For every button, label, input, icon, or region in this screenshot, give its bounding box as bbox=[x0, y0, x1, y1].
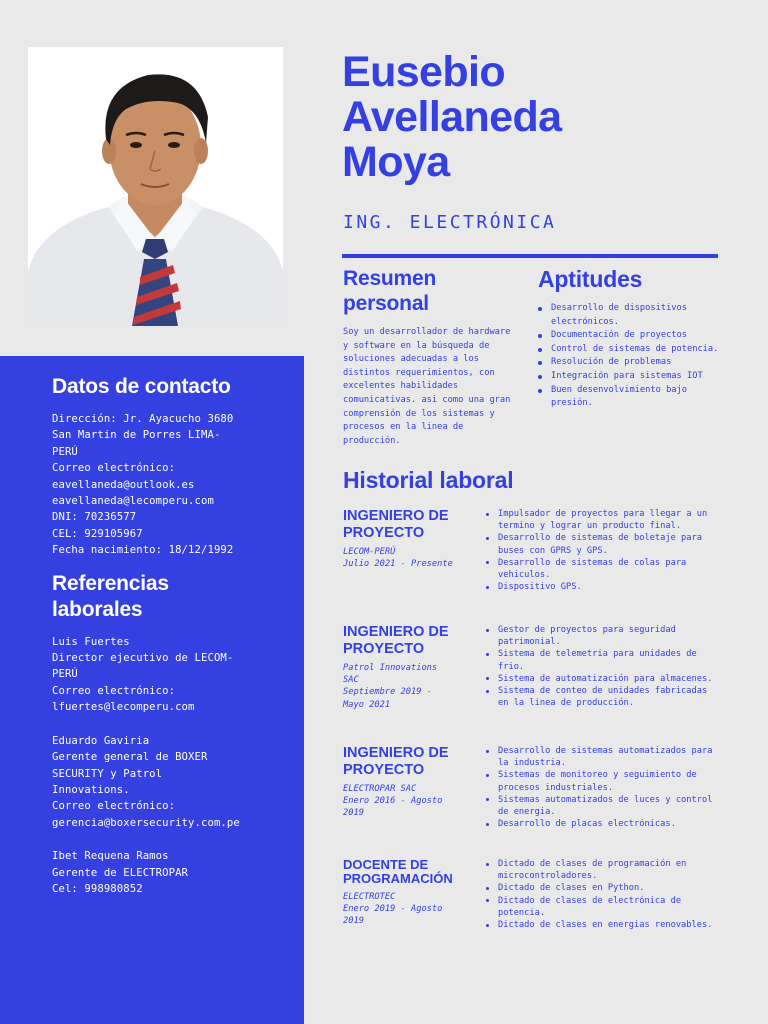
job-company: ELECTROTEC bbox=[343, 892, 396, 902]
job-duty: Sistemas de monitoreo y seguimiento de procesos industriales. bbox=[485, 769, 721, 793]
reference-line: Ibet Requena Ramos bbox=[52, 850, 169, 863]
references-heading-line: Referencias bbox=[52, 571, 169, 595]
reference-line: Correo electrónico: bbox=[52, 684, 176, 697]
job-header bbox=[343, 858, 473, 928]
reference-email[interactable]: gerencia@boxersecurity.com.pe bbox=[52, 816, 240, 829]
skill-item: Desarrollo de dispositivos electrónicos. bbox=[538, 302, 728, 329]
reference-line: Gerente general de BOXER bbox=[52, 751, 208, 764]
job-meta bbox=[343, 546, 473, 570]
job-duty: Desarrollo de placas electrónicas. bbox=[485, 818, 721, 830]
reference-line: Luis Fuertes bbox=[52, 635, 130, 648]
job-duty: Dictado de clases en energias renovables. bbox=[485, 919, 721, 931]
skill-item: Resolución de problemas bbox=[538, 356, 728, 370]
skills-list bbox=[538, 302, 728, 411]
references-section bbox=[52, 571, 284, 898]
skill-item: Control de sistemas de potencia. bbox=[538, 343, 728, 357]
reference-line: Director ejecutivo de LECOM- bbox=[52, 652, 234, 665]
job-duty: Sistema de automatización para almacenes. bbox=[485, 673, 721, 685]
job-dates: Enero 2019 - Agosto 2019 bbox=[343, 904, 443, 927]
job-dates: Septiembre 2019 - Mayo 2021 bbox=[343, 687, 432, 710]
skill-item: Buen desenvolvimiento bajo presión. bbox=[538, 384, 728, 411]
reference-block bbox=[52, 848, 284, 897]
job-role-line: PROYECTO bbox=[343, 761, 425, 778]
job-duty: Sistema de telemetria para unidades de frio. bbox=[485, 648, 721, 672]
job-role-line: DOCENTE DE bbox=[343, 857, 429, 872]
job-duties bbox=[485, 624, 721, 709]
job-role-line: PROYECTO bbox=[343, 640, 425, 657]
job-duty: Dictado de clases en Python. bbox=[485, 882, 721, 894]
left-panel bbox=[0, 356, 304, 1024]
job-role-line: INGENIERO DE bbox=[343, 508, 449, 524]
reference-line: SECURITY y Patrol bbox=[52, 767, 163, 780]
job-duty: Gestor de proyectos para seguridad patrimonial. bbox=[485, 624, 721, 648]
job-duties bbox=[485, 745, 721, 830]
contact-line: San Martin de Porres LIMA- bbox=[52, 429, 221, 442]
job-role-line: PROGRAMACIÓN bbox=[343, 871, 453, 886]
summary-heading bbox=[343, 266, 493, 316]
job-dates: Julio 2021 - Presente bbox=[343, 559, 453, 570]
job-role bbox=[343, 858, 473, 886]
reference-block bbox=[52, 733, 284, 831]
references-heading bbox=[52, 571, 284, 623]
job-meta bbox=[343, 891, 473, 928]
job-header bbox=[343, 745, 473, 820]
name-line: Avellaneda bbox=[342, 93, 562, 141]
job-dates: Enero 2016 - Agosto 2019 bbox=[343, 796, 443, 819]
contact-heading: Datos de contacto bbox=[52, 375, 231, 398]
reference-line: Gerente de ELECTROPAR bbox=[52, 866, 189, 879]
name-line: Moya bbox=[342, 138, 450, 186]
skills-heading: Aptitudes bbox=[538, 266, 643, 292]
contact-line: Correo electrónico: bbox=[52, 462, 176, 475]
job-duties bbox=[485, 508, 721, 593]
job-role bbox=[343, 745, 473, 778]
profile-photo bbox=[28, 47, 283, 326]
job-role-line: PROYECTO bbox=[343, 524, 425, 541]
contact-dni: DNI: 70236577 bbox=[52, 511, 137, 524]
job-duty: Sistema de conteo de unidades fabricadas en la linea de producción. bbox=[485, 685, 721, 709]
contact-line: PERÚ bbox=[52, 445, 78, 458]
summary-text: Soy un desarrollador de hardware y software en la búsqueda de soluciones adecuadas a los distintos requerimientos, con excelentes habilidades comunicativas. asi como una gran comprensión de los sistemas y procesos en la linea de producción. bbox=[343, 327, 511, 446]
profession-title: ING. ELECTRÓNICA bbox=[343, 212, 557, 233]
job-role bbox=[343, 508, 473, 541]
summary-heading-line: Resumen bbox=[343, 267, 437, 290]
skill-item: Documentación de proyectos bbox=[538, 329, 728, 343]
reference-line: Correo electrónico: bbox=[52, 800, 176, 813]
job-role bbox=[343, 624, 473, 657]
reference-block bbox=[52, 634, 284, 716]
job-duty: Dispositivo GPS. bbox=[485, 581, 721, 593]
job-duty: Sistemas automatizados de luces y control de energia. bbox=[485, 794, 721, 818]
history-heading: Historial laboral bbox=[343, 467, 514, 493]
contact-section bbox=[52, 374, 284, 559]
job-role-line: INGENIERO DE bbox=[343, 745, 449, 761]
reference-line: PERÚ bbox=[52, 668, 78, 681]
references-heading-line: laborales bbox=[52, 597, 143, 621]
job-duty: Desarrollo de sistemas automatizados para la industria. bbox=[485, 745, 721, 769]
reference-line: Innovations. bbox=[52, 783, 130, 796]
job-duty: Dictado de clases de electrónica de potencia. bbox=[485, 895, 721, 919]
skill-item: Integración para sistemas IOT bbox=[538, 370, 728, 384]
divider bbox=[342, 254, 718, 258]
reference-email[interactable]: lfuertes@lecomperu.com bbox=[52, 701, 195, 714]
job-company: Patrol Innovations SAC bbox=[343, 663, 438, 686]
contact-birthdate: Fecha nacimiento: 18/12/1992 bbox=[52, 544, 234, 557]
job-meta bbox=[343, 662, 473, 711]
contact-phone: CEL: 929105967 bbox=[52, 527, 143, 540]
contact-line: Dirección: Jr. Ayacucho 3680 bbox=[52, 413, 234, 425]
job-duty: Desarrollo de sistemas de boletaje para buses con GPRS y GPS. bbox=[485, 532, 721, 556]
job-header bbox=[343, 624, 473, 711]
person-name bbox=[342, 50, 742, 185]
reference-phone: Cel: 998980852 bbox=[52, 882, 143, 895]
job-company: ELECTROPAR SAC bbox=[343, 784, 417, 794]
summary-heading-line: personal bbox=[343, 292, 429, 315]
job-company: LECOM-PERÚ bbox=[343, 547, 396, 557]
contact-email[interactable]: eavellaneda@lecomperu.com bbox=[52, 495, 214, 508]
job-header bbox=[343, 508, 473, 570]
job-duty: Desarrollo de sistemas de colas para vehiculos. bbox=[485, 557, 721, 581]
job-duty: Impulsador de proyectos para llegar a un termino y lograr un producto final. bbox=[485, 508, 721, 532]
reference-line: Eduardo Gaviria bbox=[52, 734, 150, 747]
job-meta bbox=[343, 783, 473, 820]
job-duties bbox=[485, 858, 721, 931]
name-line: Eusebio bbox=[342, 48, 506, 96]
job-duty: Dictado de clases de programación en microcontroladores. bbox=[485, 858, 721, 882]
job-role-line: INGENIERO DE bbox=[343, 624, 449, 640]
contact-email[interactable]: eavellaneda@outlook.es bbox=[52, 478, 195, 491]
